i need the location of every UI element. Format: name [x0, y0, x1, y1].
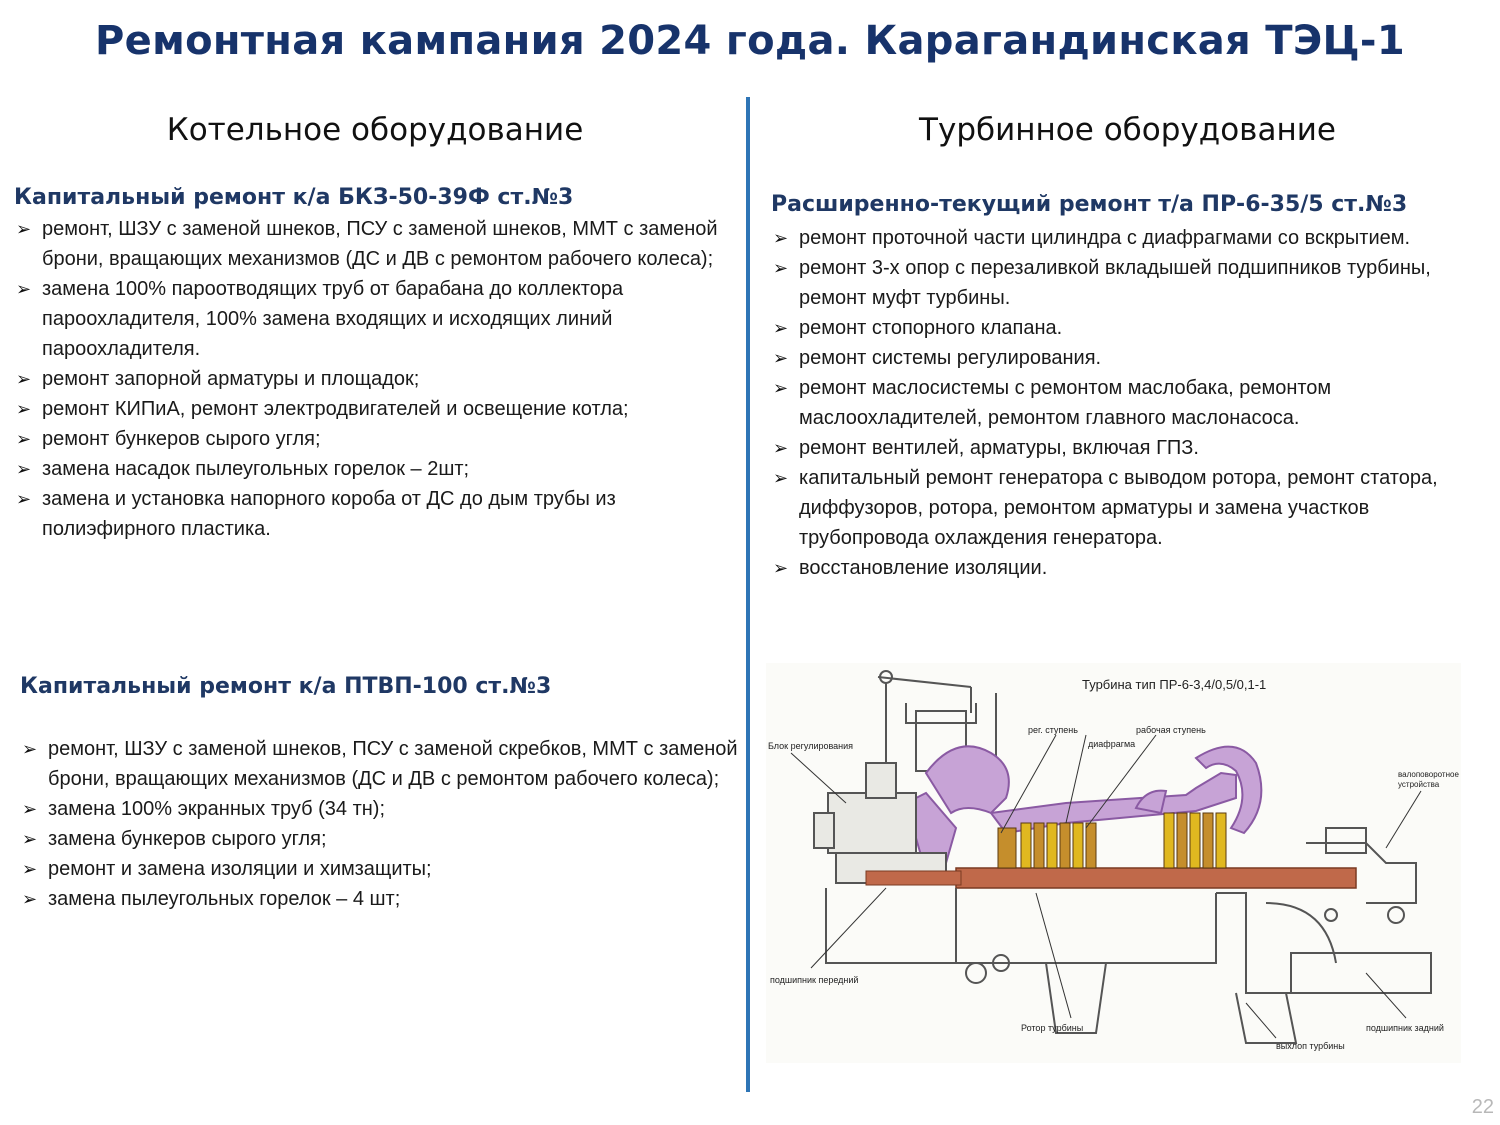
- list-item-text: замена бункеров сырого угля;: [48, 828, 327, 850]
- list-item: [771, 253, 1481, 313]
- list-item-text: ремонт, ШЗУ с заменой шнеков, ПСУ с заменой шнеков, ММТ с заменой брони, вращающих механизмов (ДС и ДВ с ремонтом рабочего колеса);: [42, 218, 718, 270]
- list-item-text: ремонт системы регулирования.: [799, 347, 1102, 369]
- turbine-diagram: [766, 663, 1461, 1063]
- label-rotor: Ротор турбины: [1021, 1023, 1084, 1033]
- list-item-text: ремонт проточной части цилиндра с диафрагмами со вскрытием.: [799, 227, 1411, 249]
- list-item: [14, 454, 736, 484]
- arrow-bullet-icon: ➢: [16, 279, 32, 299]
- list-item-text: ремонт КИПиА, ремонт электродвигателей и освещение котла;: [42, 398, 629, 420]
- label-turning-1: валоповоротное: [1398, 770, 1459, 779]
- list-item-text: замена насадок пылеугольных горелок – 2шт;: [42, 458, 470, 480]
- list-item-text: ремонт и замена изоляции и химзащиты;: [48, 858, 432, 880]
- label-rear-bearing: подшипник задний: [1366, 1023, 1444, 1033]
- arrow-bullet-icon: ➢: [773, 468, 789, 488]
- ptvp-repair-list: [20, 734, 746, 914]
- list-item: [771, 313, 1481, 343]
- list-item: [771, 433, 1481, 463]
- list-item-text: ремонт запорной арматуры и площадок;: [42, 368, 420, 390]
- label-work-stage: рабочая ступень: [1136, 725, 1206, 735]
- list-item: [20, 824, 746, 854]
- arrow-bullet-icon: ➢: [22, 829, 38, 849]
- list-item: [771, 373, 1481, 433]
- list-item: [14, 484, 736, 544]
- list-item: [20, 884, 746, 914]
- list-item: [771, 463, 1481, 553]
- list-item: [14, 274, 736, 364]
- turbine-repair-list: [771, 223, 1481, 583]
- arrow-bullet-icon: ➢: [16, 219, 32, 239]
- arrow-bullet-icon: ➢: [22, 739, 38, 759]
- section-title-ptvp: Капитальный ремонт к/а ПТВП-100 ст.№3: [20, 674, 552, 699]
- arrow-bullet-icon: ➢: [22, 889, 38, 909]
- list-item-text: ремонт вентилей, арматуры, включая ГПЗ.: [799, 437, 1199, 459]
- section-title-turbine: Расширенно-текущий ремонт т/а ПР-6-35/5 ст.№3: [771, 192, 1408, 217]
- list-item-text: ремонт бункеров сырого угля;: [42, 428, 321, 450]
- turbine-type-label: Турбина тип ПР-6-3,4/0,5/0,1-1: [1082, 677, 1267, 692]
- left-column-heading: Котельное оборудование: [166, 112, 584, 148]
- list-item-text: замена 100% экранных труб (34 тн);: [48, 798, 386, 820]
- arrow-bullet-icon: ➢: [773, 558, 789, 578]
- arrow-bullet-icon: ➢: [773, 228, 789, 248]
- list-item-text: замена и установка напорного короба от ДС до дым трубы из полиэфирного пластика.: [42, 488, 616, 540]
- list-item: [20, 794, 746, 824]
- turbine-cross-section-drawing: [766, 663, 1461, 1063]
- list-item-text: восстановление изоляции.: [799, 557, 1048, 579]
- arrow-bullet-icon: ➢: [773, 258, 789, 278]
- arrow-bullet-icon: ➢: [22, 859, 38, 879]
- list-item: [20, 734, 746, 794]
- list-item: [20, 854, 746, 884]
- label-turning-2: устройства: [1398, 780, 1440, 789]
- list-item-text: ремонт, ШЗУ с заменой шнеков, ПСУ с заменой скребков, ММТ с заменой брони, вращающих механизмов (ДС и ДВ с ремонтом рабочего колеса);: [48, 738, 738, 790]
- list-item-text: капитальный ремонт генератора с выводом ротора, ремонт статора, диффузоров, ротора, ремонтом арматуры и замена участков трубопровода охлаждения генератора.: [799, 467, 1438, 549]
- list-item-text: ремонт 3-х опор с перезаливкой вкладышей подшипников турбины, ремонт муфт турбины.: [799, 257, 1431, 309]
- list-item: [14, 364, 736, 394]
- list-item: [771, 343, 1481, 373]
- arrow-bullet-icon: ➢: [773, 348, 789, 368]
- arrow-bullet-icon: ➢: [16, 399, 32, 419]
- arrow-bullet-icon: ➢: [16, 369, 32, 389]
- label-front-bearing: подшипник передний: [770, 975, 859, 985]
- arrow-bullet-icon: ➢: [16, 459, 32, 479]
- arrow-bullet-icon: ➢: [16, 489, 32, 509]
- list-item: [14, 214, 736, 274]
- arrow-bullet-icon: ➢: [773, 438, 789, 458]
- page-number: 22: [1471, 1096, 1494, 1118]
- page-title: Ремонтная кампания 2024 года. Карагандинская ТЭЦ-1: [95, 18, 1405, 64]
- right-column-heading: Турбинное оборудование: [919, 112, 1336, 148]
- arrow-bullet-icon: ➢: [22, 799, 38, 819]
- list-item-text: замена 100% пароотводящих труб от барабана до коллектора пароохладителя, 100% замена входящих и исходящих линий пароохладителя.: [42, 278, 624, 360]
- list-item-text: ремонт стопорного клапана.: [799, 317, 1063, 339]
- list-item: [771, 553, 1481, 583]
- arrow-bullet-icon: ➢: [773, 378, 789, 398]
- list-item: [771, 223, 1481, 253]
- label-regulating-block: Блок регулирования: [768, 741, 854, 751]
- section-title-bkz: Капитальный ремонт к/а БКЗ-50-39Ф ст.№3: [14, 185, 574, 210]
- list-item: [14, 394, 736, 424]
- list-item-text: ремонт маслосистемы с ремонтом маслобака, ремонтом маслоохладителей, ремонтом главного маслонасоса.: [799, 377, 1332, 429]
- arrow-bullet-icon: ➢: [773, 318, 789, 338]
- label-diaphragm: диафрагма: [1088, 739, 1136, 749]
- column-divider: [746, 97, 750, 1092]
- rotor-shaft: [956, 868, 1356, 888]
- bkz-repair-list: [14, 214, 736, 544]
- label-reg-stage: рег. ступень: [1028, 725, 1078, 735]
- list-item: [14, 424, 736, 454]
- arrow-bullet-icon: ➢: [16, 429, 32, 449]
- label-exhaust: выхлоп турбины: [1276, 1041, 1345, 1051]
- list-item-text: замена пылеугольных горелок – 4 шт;: [48, 888, 401, 910]
